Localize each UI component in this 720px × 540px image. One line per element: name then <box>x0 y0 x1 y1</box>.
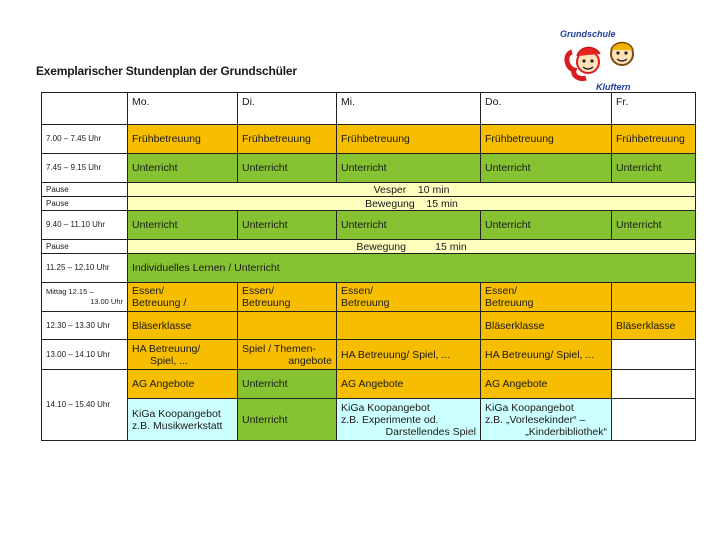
cell-mo: Unterricht <box>128 154 238 183</box>
cell-do: AG Angebote <box>481 370 612 399</box>
cell-do: Bläserklasse <box>481 312 612 340</box>
cell-fr: Bläserklasse <box>612 312 696 340</box>
cell-mi: Frühbetreuung <box>337 125 481 154</box>
pause-row <box>42 197 696 211</box>
time-cell <box>42 283 128 312</box>
cell-di <box>238 340 337 370</box>
cell-do: HA Betreuung/ Spiel, ... <box>481 340 612 370</box>
time-cell: 12.30 – 13.30 Uhr <box>42 312 128 340</box>
day-header-do: Do. <box>481 93 612 125</box>
cell-line: Darstellendes Spiel <box>385 425 476 438</box>
children-faces-icon <box>564 34 648 84</box>
cell-line: Essen/ <box>341 285 374 297</box>
page-title: Exemplarischer Stundenplan der Grundschüler <box>36 64 297 78</box>
cell-line: HA Betreuung/ <box>132 342 201 355</box>
pause-label: Pause <box>42 183 128 197</box>
logo-top-text: Grundschule <box>560 29 616 39</box>
cell-di: Frühbetreuung <box>238 125 337 154</box>
cell-line: KiGa Koopangebot <box>341 401 430 414</box>
cell-di <box>238 283 337 312</box>
cell-do: Unterricht <box>481 154 612 183</box>
day-header-mo: Mo. <box>128 93 238 125</box>
table-row <box>42 254 696 283</box>
cell-mi <box>337 283 481 312</box>
cell-do: Frühbetreuung <box>481 125 612 154</box>
cell-mo <box>128 340 238 370</box>
cell-mo: Unterricht <box>128 211 238 240</box>
cell-fr <box>612 370 696 399</box>
cell-line: z.B. Musikwerkstatt <box>132 419 223 432</box>
cell-line: KiGa Koopangebot <box>132 407 221 420</box>
time-cell: 13.00 – 14.10 Uhr <box>42 340 128 370</box>
table-row <box>42 370 696 399</box>
cell-di: Unterricht <box>238 211 337 240</box>
cell-di <box>238 312 337 340</box>
time-cell: 9.40 – 11.10 Uhr <box>42 211 128 240</box>
cell-line: „Kinderbibliothek“ <box>525 425 607 438</box>
cell-line: Betreuung <box>485 297 534 309</box>
cell-line: z.B. „Vorlesekinder“ – <box>485 413 586 426</box>
cell-mo: Frühbetreuung <box>128 125 238 154</box>
table-row <box>42 125 696 154</box>
cell-do: Unterricht <box>481 211 612 240</box>
time-cell: 14.10 – 15.40 Uhr <box>42 370 128 441</box>
cell-line: KiGa Koopangebot <box>485 401 574 414</box>
cell-line: Essen/ <box>242 285 275 297</box>
cell-mi: AG Angebote <box>337 370 481 399</box>
cell-mi: Unterricht <box>337 154 481 183</box>
cell-fr: Unterricht <box>612 154 696 183</box>
day-header-di: Di. <box>238 93 337 125</box>
cell-fr: Unterricht <box>612 211 696 240</box>
cell-mo: AG Angebote <box>128 370 238 399</box>
cell-mo <box>128 283 238 312</box>
table-row <box>42 283 696 312</box>
corner-cell <box>42 93 128 125</box>
cell-di: Unterricht <box>238 154 337 183</box>
pause-cell <box>128 197 696 211</box>
cell-mi: HA Betreuung/ Spiel, ... <box>337 340 481 370</box>
cell-all-days: Individuelles Lernen / Unterricht <box>128 254 696 283</box>
cell-fr <box>612 399 696 441</box>
table-row <box>42 312 696 340</box>
time-cell: 11.25 – 12.10 Uhr <box>42 254 128 283</box>
cell-line: Essen/ <box>132 285 165 297</box>
cell-mo: Bläserklasse <box>128 312 238 340</box>
header-row <box>42 93 696 125</box>
cell-line: angebote <box>288 354 332 367</box>
table-row <box>42 154 696 183</box>
cell-line: Betreuung / <box>132 297 187 309</box>
pause-cell <box>128 240 696 254</box>
cell-mi <box>337 399 481 441</box>
pause-text: Bewegung 15 min <box>365 197 458 210</box>
cell-line: Spiel / Themen- <box>242 342 316 355</box>
pause-row <box>42 240 696 254</box>
cell-mi <box>337 312 481 340</box>
day-header-mi: Mi. <box>337 93 481 125</box>
cell-do <box>481 399 612 441</box>
timetable <box>41 92 696 441</box>
time-line: 13.00 Uhr <box>90 297 123 306</box>
logo-bottom-text: Kluftern <box>596 82 631 92</box>
cell-line: z.B. Experimente od. <box>341 413 439 426</box>
cell-fr <box>612 283 696 312</box>
pause-text: Vesper 10 min <box>373 183 450 196</box>
cell-line: Betreuung <box>341 297 390 309</box>
cell-do <box>481 283 612 312</box>
cell-mo <box>128 399 238 441</box>
cell-line: Essen/ <box>485 285 518 297</box>
cell-di: Unterricht <box>238 370 337 399</box>
cell-mi: Unterricht <box>337 211 481 240</box>
pause-label: Pause <box>42 240 128 254</box>
cell-di: Unterricht <box>238 399 337 441</box>
cell-line: Spiel, ... <box>150 354 188 367</box>
time-line: Mittag 12.15 – <box>46 287 94 296</box>
cell-line: Betreuung <box>242 297 291 309</box>
cell-fr: Frühbetreuung <box>612 125 696 154</box>
pause-cell <box>128 183 696 197</box>
table-row <box>42 399 696 441</box>
table-row <box>42 211 696 240</box>
pause-text: Bewegung 15 min <box>356 240 467 253</box>
cell-fr <box>612 340 696 370</box>
time-cell: 7.45 – 9.15 Uhr <box>42 154 128 183</box>
pause-row <box>42 183 696 197</box>
pause-label: Pause <box>42 197 128 211</box>
table-row <box>42 340 696 370</box>
school-logo <box>560 26 650 96</box>
time-cell: 7.00 – 7.45 Uhr <box>42 125 128 154</box>
day-header-fr: Fr. <box>612 93 696 125</box>
